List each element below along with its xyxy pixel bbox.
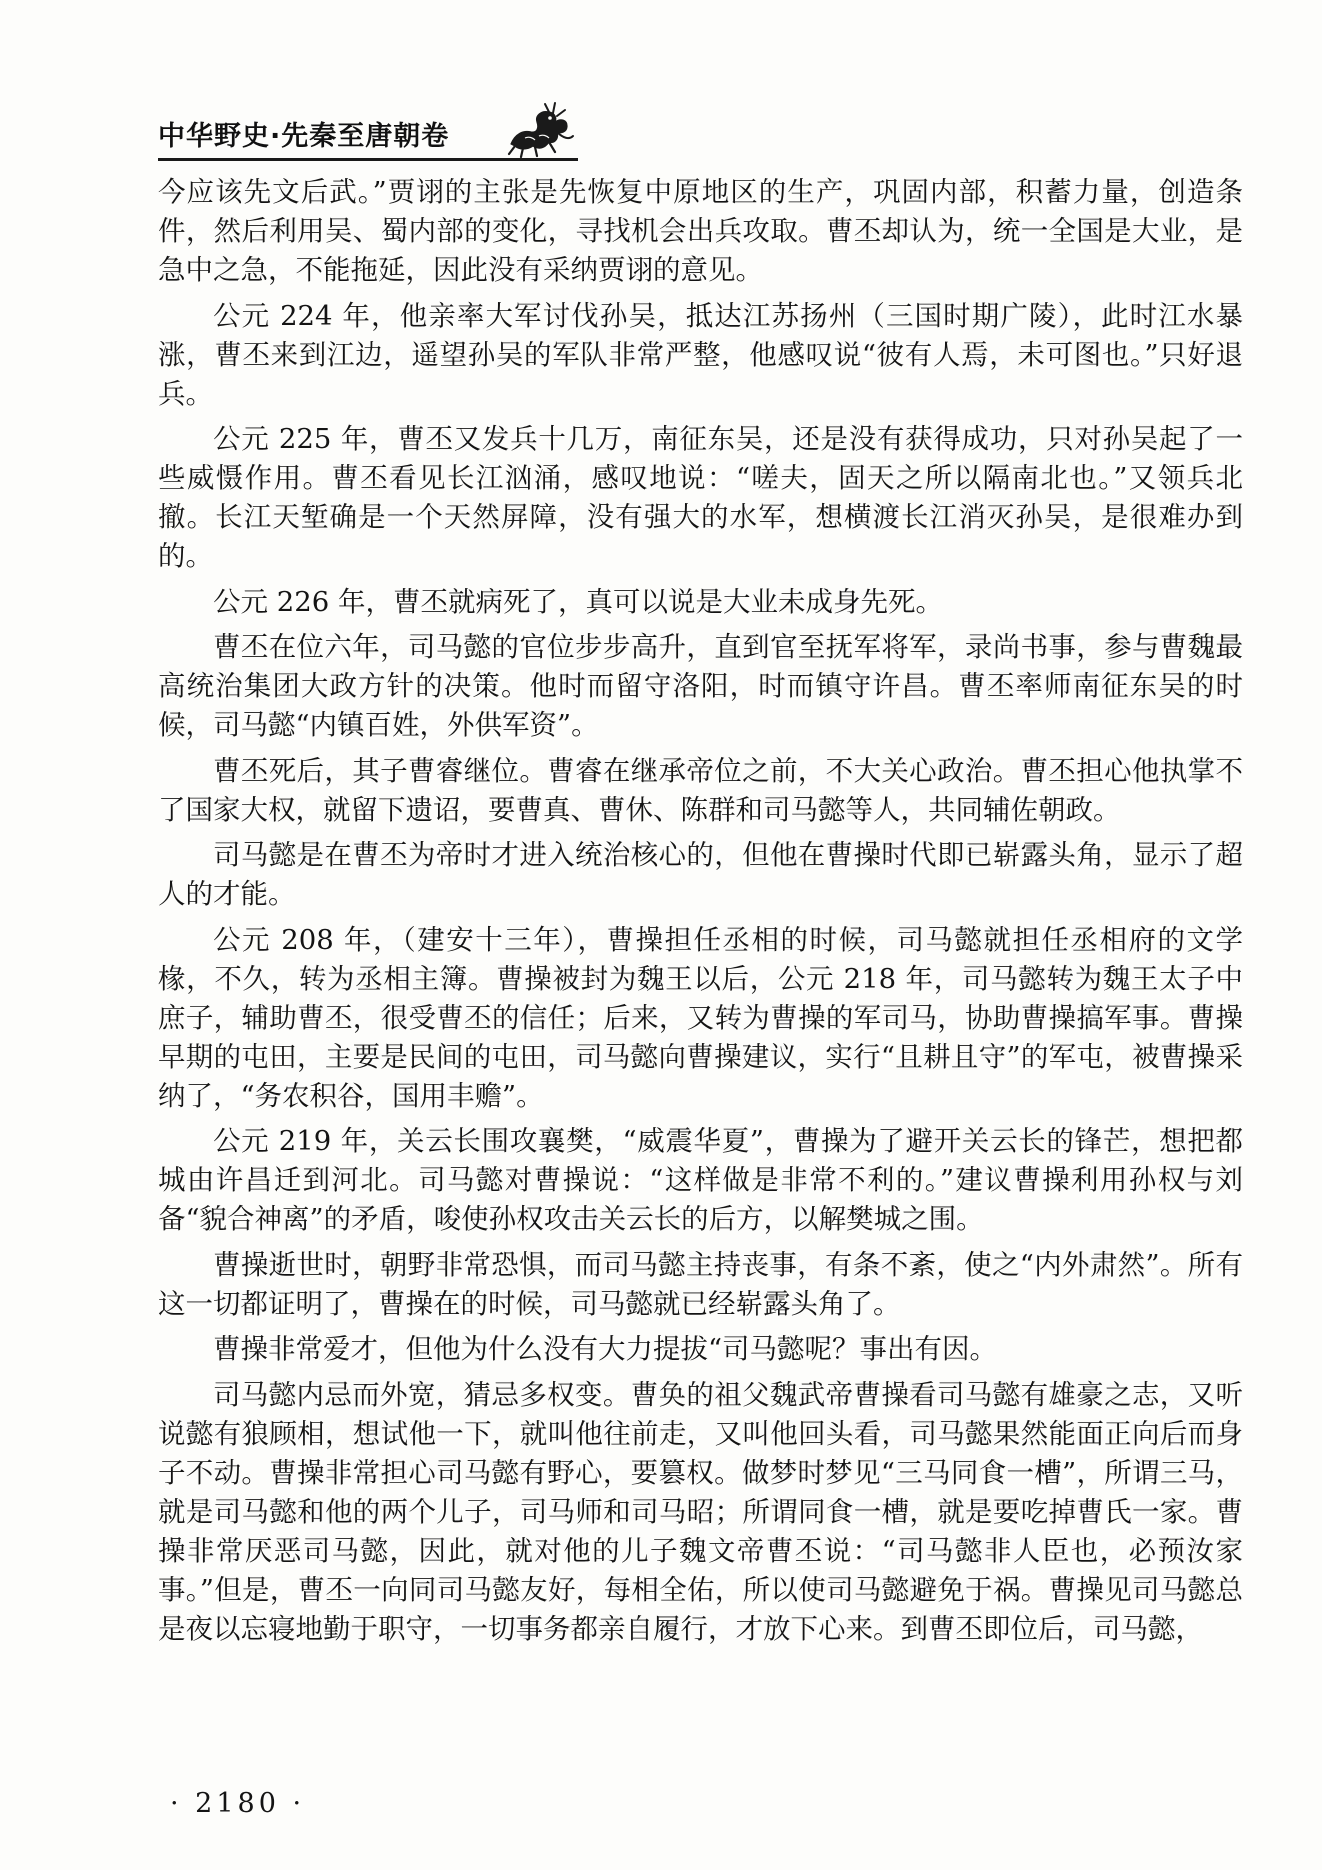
paragraph: 公元 225 年，曹丕又发兵十几万，南征东吴，还是没有获得成功，只对孙吴起了一些威慑作用。曹丕看见长江汹涌，感叹地说：“嗟夫，固天之所以隔南北也。”又领兵北撤。长江天堑确是一个天然屏障，没有强大的水军，想横渡长江消灭孙吴，是很难办到的。 <box>158 423 1243 572</box>
paragraph: 公元 208 年，（建安十三年），曹操担任丞相的时候，司马懿就担任丞相府的文学椽，不久，转为丞相主簿。曹操被封为魏王以后，公元 218 年，司马懿转为魏王太子中庶子，辅助曹丕，很受曹丕的信任；后来，又转为曹操的军司马，协助曹操搞军事。曹操早期的屯田，主要是民间的屯田，司马懿向曹操建议，实行“且耕且守”的军屯，被曹操采纳了，“务农积谷，国用丰赡”。 <box>158 923 1243 1112</box>
paragraph: 司马懿内忌而外宽，猜忌多权变。曹奂的祖父魏武帝曹操看司马懿有雄豪之志，又听说懿有狼顾相，想试他一下，就叫他往前走，又叫他回头看，司马懿果然能面正向后而身子不动。曹操非常担心司马懿有野心，要篡权。做梦时梦见“三马同食一槽”，所谓三马，就是司马懿和他的两个儿子，司马师和司马昭；所谓同食一槽，就是要吃掉曹氏一家。曹操非常厌恶司马懿，因此，就对他的儿子魏文帝曹丕说：“司马懿非人臣也，必预汝家事。”但是，曹丕一向同司马懿友好，每相全佑，所以使司马懿避免于祸。曹操见司马懿总是夜以忘寝地勤于职守，一切事务都亲自履行，才放下心来。到曹丕即位后，司马懿， <box>158 1378 1243 1645</box>
body-text <box>158 173 1243 1655</box>
paragraph: 曹操逝世时，朝野非常恐惧，而司马懿主持丧事，有条不紊，使之“内外肃然”。所有这一切都证明了，曹操在的时候，司马懿就已经崭露头角了。 <box>158 1248 1243 1320</box>
paragraph: 公元 226 年，曹丕就病死了，真可以说是大业未成身先死。 <box>213 585 943 618</box>
book-title: 中华野史·先秦至唐朝卷 <box>158 121 450 152</box>
paragraph: 司马懿是在曹丕为帝时才进入统治核心的，但他在曹操时代即已崭露头角，显示了超人的才能。 <box>158 839 1243 910</box>
paragraph: 曹丕在位六年，司马懿的官位步步高升，直到官至抚军将军，录尚书事，参与曹魏最高统治集团大政方针的决策。他时而留守洛阳，时而镇守许昌。曹丕率师南征东吴的时候，司马懿“内镇百姓，外供军资”。 <box>158 631 1243 741</box>
paragraph: 今应该先文后武。”贾诩的主张是先恢复中原地区的生产，巩固内部，积蓄力量，创造条件，然后利用吴、蜀内部的变化，寻找机会出兵攻取。曹丕却认为，统一全国是大业，是急中之急，不能拖延，因此没有采纳贾诩的意见。 <box>158 176 1243 286</box>
paragraph: 曹丕死后，其子曹睿继位。曹睿在继承帝位之前，不大关心政治。曹丕担心他执掌不了国家大权，就留下遗诏，要曹真、曹休、陈群和司马懿等人，共同辅佐朝政。 <box>158 754 1243 826</box>
page-number: · 2180 · <box>170 1788 306 1819</box>
dragon-icon <box>505 100 575 160</box>
paragraph: 公元 219 年，关云长围攻襄樊，“威震华夏”，曹操为了避开关云长的锋芒，想把都城由许昌迁到河北。司马懿对曹操说：“这样做是非常不利的。”建议曹操利用孙权与刘备“貌合神离”的矛盾，唆使孙权攻击关云长的后方，以解樊城之围。 <box>158 1125 1243 1235</box>
header-divider <box>158 158 578 161</box>
paragraph: 公元 224 年，他亲率大军讨伐孙吴，抵达江苏扬州（三国时期广陵），此时江水暴涨，曹丕来到江边，遥望孙吴的军队非常严整，他感叹说“彼有人焉，未可图也。”只好退兵。 <box>158 299 1243 410</box>
paragraph: 曹操非常爱才，但他为什么没有大力提拔“司马懿呢？事出有因。 <box>213 1333 998 1365</box>
